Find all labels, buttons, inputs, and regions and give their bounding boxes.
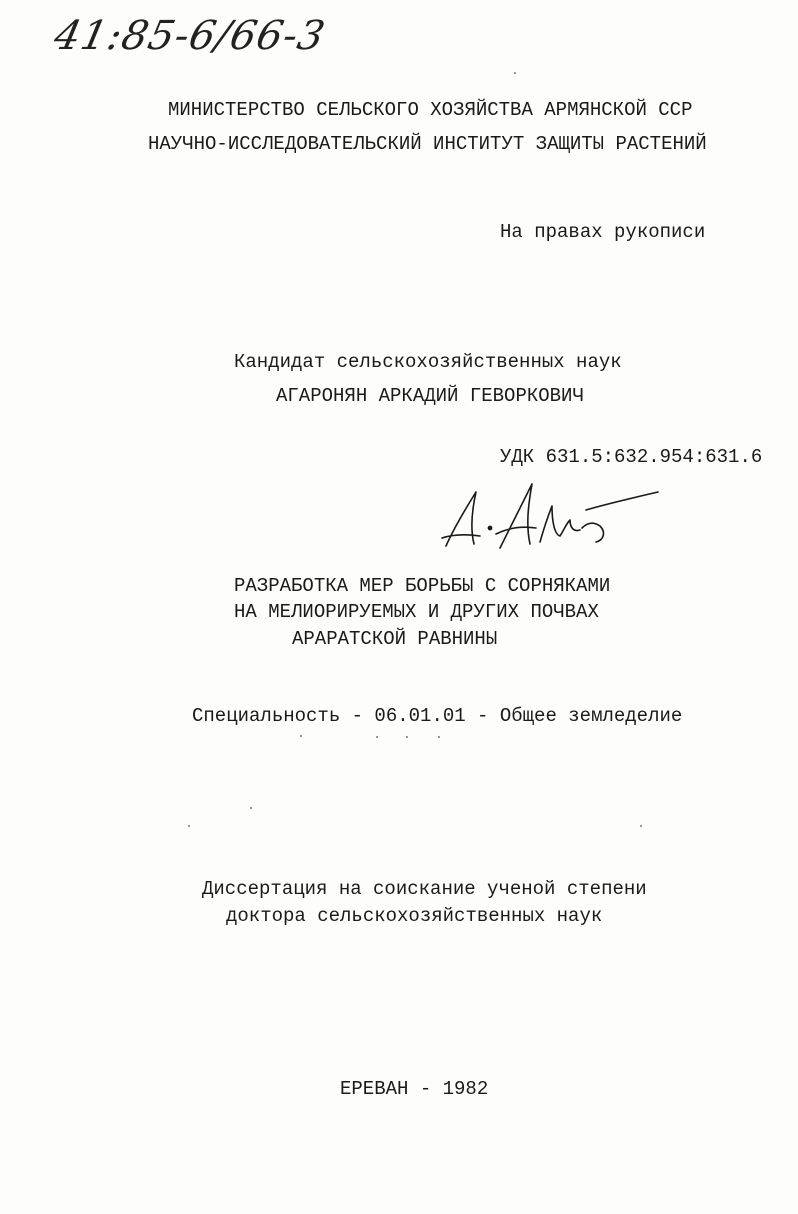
paper-speck	[438, 736, 440, 738]
udk-code: УДК 631.5:632.954:631.6	[500, 446, 763, 468]
title-line-1: РАЗРАБОТКА МЕР БОРЬБЫ С СОРНЯКАМИ	[234, 575, 611, 597]
archive-code-handwritten: 41:85-6/66-3	[50, 13, 330, 59]
specialty: Специальность - 06.01.01 - Общее земледелие	[192, 705, 683, 727]
city-year: ЕРЕВАН - 1982	[340, 1078, 489, 1100]
dissertation-line-2: доктора сельскохозяйственных наук	[226, 905, 603, 927]
author-signature	[436, 476, 666, 556]
institute-heading: НАУЧНО-ИССЛЕДОВАТЕЛЬСКИЙ ИНСТИТУТ ЗАЩИТЫ РАСТЕНИЙ	[148, 133, 707, 155]
paper-speck	[376, 736, 378, 738]
paper-speck	[640, 825, 642, 827]
ministry-heading: МИНИСТЕРСТВО СЕЛЬСКОГО ХОЗЯЙСТВА АРМЯНСКОЙ ССР	[168, 99, 693, 121]
rights-note: На правах рукописи	[500, 221, 706, 243]
title-line-3: АРАРАТСКОЙ РАВНИНЫ	[292, 628, 498, 650]
paper-speck	[188, 825, 190, 827]
title-line-2: НА МЕЛИОРИРУЕМЫХ И ДРУГИХ ПОЧВАХ	[234, 601, 599, 623]
paper-speck	[406, 736, 408, 738]
author-name: АГАРОНЯН АРКАДИЙ ГЕВОРКОВИЧ	[276, 385, 584, 407]
paper-speck	[250, 807, 252, 809]
paper-speck	[300, 735, 302, 737]
dissertation-line-1: Диссертация на соискание ученой степени	[202, 878, 647, 900]
paper-speck	[514, 72, 516, 74]
author-degree: Кандидат сельскохозяйственных наук	[234, 351, 622, 373]
